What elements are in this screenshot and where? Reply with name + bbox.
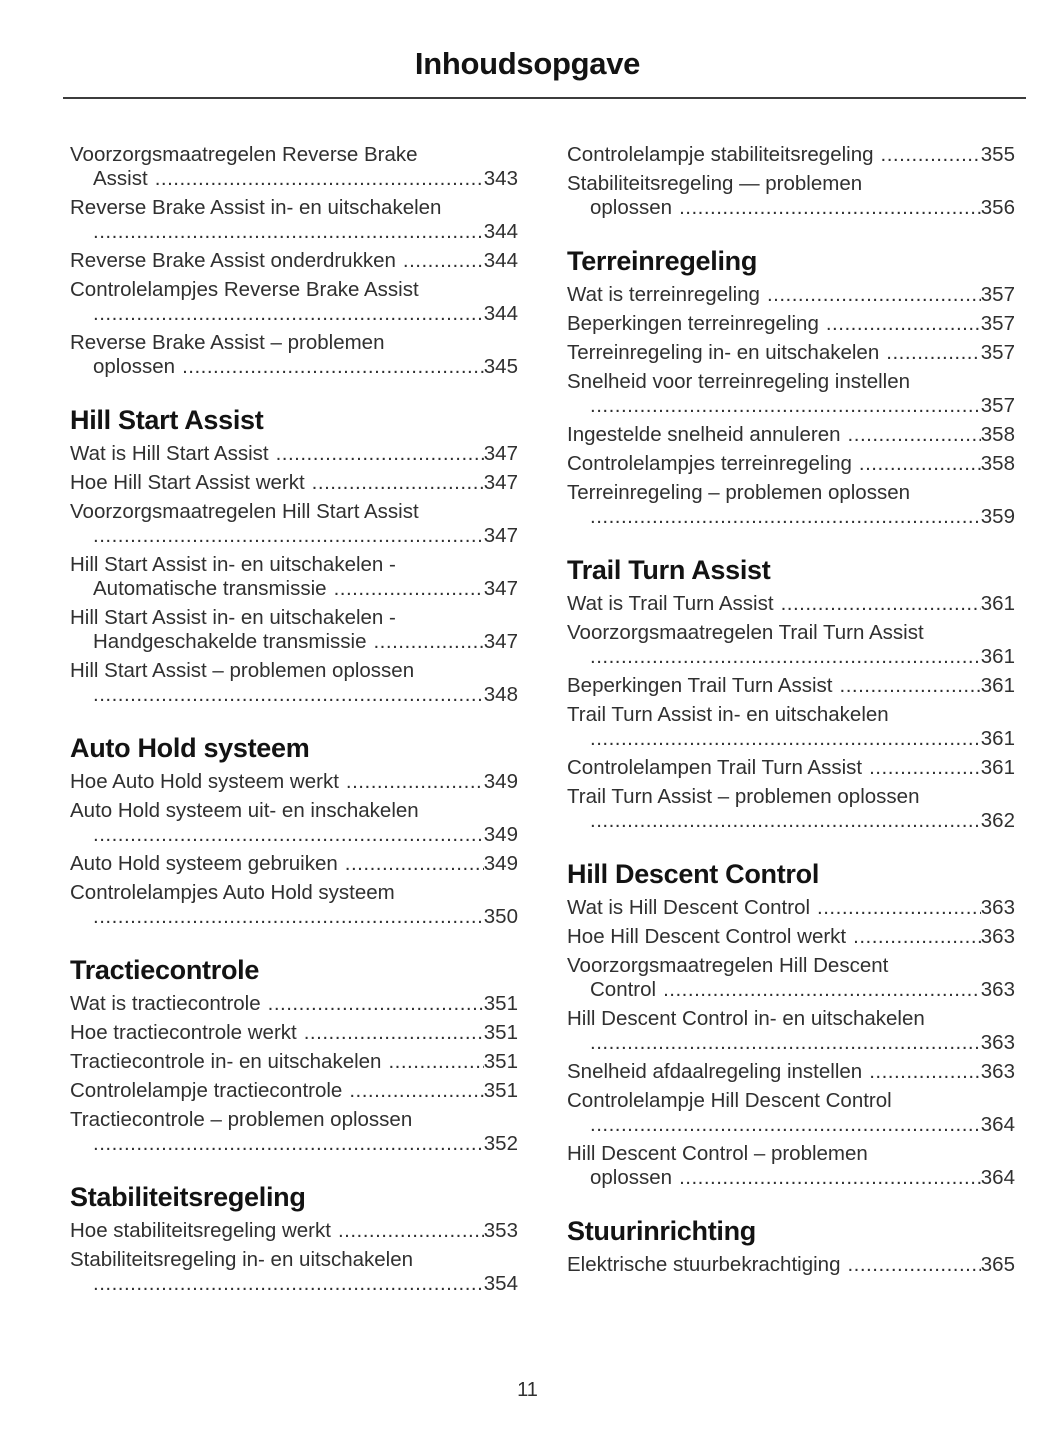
dot-leader — [403, 249, 484, 273]
toc-entry-line — [567, 703, 1015, 727]
toc-page-number: 345 — [483, 355, 518, 378]
toc-entry-text: Controlelampen Trail Turn Assist — [567, 756, 863, 779]
toc-entry-text: Wat is Trail Turn Assist — [567, 592, 774, 615]
dot-leader — [346, 770, 484, 794]
toc-page-number: 354 — [483, 1272, 518, 1295]
toc-entry-line — [70, 196, 518, 220]
toc-entry-line — [567, 1089, 1015, 1113]
toc-entry-line — [70, 630, 518, 654]
toc-entry-line — [70, 249, 518, 273]
toc-entry — [70, 1050, 518, 1074]
toc-entry-text: Hill Descent Control in- en uitschakelen — [567, 1007, 925, 1030]
toc-entry-line — [567, 896, 1015, 920]
toc-entry-text: Voorzorgsmaatregelen Trail Turn Assist — [567, 621, 924, 644]
toc-entry-text: Terreinregeling – problemen oplossen — [567, 481, 911, 504]
toc-entry-line — [567, 1142, 1015, 1166]
toc-entry-line — [567, 312, 1015, 336]
section-heading: Terreinregeling — [567, 246, 758, 276]
toc-entry — [567, 423, 1015, 447]
toc-entry — [70, 1079, 518, 1103]
toc-entry-line — [70, 167, 518, 191]
toc-entry-text: Wat is Hill Start Assist — [70, 442, 269, 465]
toc-entry-text: Elektrische stuurbekrachtiging — [567, 1253, 841, 1276]
toc-entry-line — [70, 1050, 518, 1074]
toc-entry — [70, 992, 518, 1016]
toc-columns — [70, 143, 1014, 1301]
toc-entry — [567, 1142, 1015, 1190]
dot-leader — [767, 283, 981, 307]
toc-page-number: 363 — [980, 896, 1015, 919]
toc-entry — [567, 703, 1015, 751]
toc-entry-line — [70, 992, 518, 1016]
dot-leader — [590, 1031, 981, 1055]
toc-entry — [567, 370, 1015, 418]
toc-entry-text: Trail Turn Assist in- en uitschakelen — [567, 703, 889, 726]
toc-page-number: 349 — [483, 852, 518, 875]
toc-entry-line — [567, 1060, 1015, 1084]
toc-entry — [567, 143, 1015, 167]
dot-leader — [848, 423, 981, 447]
toc-entry-line — [567, 785, 1015, 809]
toc-entry-text: Terreinregeling in- en uitschakelen — [567, 341, 880, 364]
dot-leader — [334, 577, 484, 601]
toc-page-number: 349 — [483, 770, 518, 793]
toc-entry — [70, 659, 518, 707]
dot-leader — [268, 992, 484, 1016]
toc-column-left — [70, 143, 518, 1301]
toc-page-number: 362 — [980, 809, 1015, 832]
toc-entry-line — [567, 621, 1015, 645]
toc-entry-line — [70, 577, 518, 601]
toc-page-number: 363 — [980, 925, 1015, 948]
toc-page-number: 365 — [980, 1253, 1015, 1276]
toc-entry — [567, 896, 1015, 920]
toc-entry — [70, 471, 518, 495]
toc-entry-text: oplossen — [590, 1166, 673, 1189]
toc-page-number: 347 — [483, 442, 518, 465]
toc-entry — [70, 331, 518, 379]
toc-page-number: 347 — [483, 471, 518, 494]
toc-entry-text: Hoe stabiliteitsregeling werkt — [70, 1219, 331, 1242]
dot-leader — [590, 1113, 981, 1137]
toc-entry-text: Voorzorgsmaatregelen Hill Start Assist — [70, 500, 419, 523]
toc-entry-text: Controlelampje tractiecontrole — [70, 1079, 343, 1102]
dot-leader — [93, 1132, 484, 1156]
toc-entry-line — [70, 799, 518, 823]
toc-page-number: 351 — [483, 992, 518, 1015]
toc-entry — [567, 452, 1015, 476]
dot-leader — [859, 452, 981, 476]
toc-entry-line — [567, 1031, 1015, 1055]
dot-leader — [663, 978, 981, 1002]
toc-entry-line — [567, 925, 1015, 949]
dot-leader — [182, 355, 484, 379]
dot-leader — [93, 220, 484, 244]
toc-page-number: 351 — [483, 1050, 518, 1073]
toc-page-number: 357 — [980, 341, 1015, 364]
toc-entry — [70, 196, 518, 244]
toc-page-number: 356 — [980, 196, 1015, 219]
toc-page-number: 363 — [980, 1060, 1015, 1083]
toc-page-number: 343 — [483, 167, 518, 190]
toc-entry-line — [70, 770, 518, 794]
toc-entry-line — [567, 452, 1015, 476]
toc-entry-line — [567, 954, 1015, 978]
toc-entry-line — [70, 331, 518, 355]
dot-leader — [93, 683, 484, 707]
toc-entry-line — [70, 852, 518, 876]
toc-page-number: 348 — [483, 683, 518, 706]
toc-page-number: 361 — [980, 727, 1015, 750]
dot-leader — [93, 524, 484, 548]
toc-entry — [567, 756, 1015, 780]
toc-page-number: 347 — [483, 577, 518, 600]
toc-entry — [567, 1253, 1015, 1277]
toc-entry-line — [70, 471, 518, 495]
toc-entry-text: Hoe Hill Start Assist werkt — [70, 471, 305, 494]
toc-entry-line — [70, 905, 518, 929]
toc-entry-text: Auto Hold systeem uit- en inschakelen — [70, 799, 419, 822]
toc-entry-text: Controlelampjes terreinregeling — [567, 452, 852, 475]
title-divider — [63, 97, 1026, 99]
toc-entry-text: Controlelampje stabiliteitsregeling — [567, 143, 874, 166]
toc-entry-line — [567, 196, 1015, 220]
dot-leader — [338, 1219, 484, 1243]
toc-entry-line — [70, 1079, 518, 1103]
toc-entry-line — [567, 423, 1015, 447]
toc-entry-text: Wat is Hill Descent Control — [567, 896, 811, 919]
toc-page-number: 363 — [980, 1031, 1015, 1054]
toc-entry — [567, 954, 1015, 1002]
toc-entry-text: Controlelampjes Auto Hold systeem — [70, 881, 395, 904]
toc-page-number: 361 — [980, 756, 1015, 779]
dot-leader — [388, 1050, 483, 1074]
folio-page-number: 11 — [517, 1379, 538, 1401]
toc-entry-line — [567, 370, 1015, 394]
toc-page-number: 364 — [980, 1113, 1015, 1136]
toc-entry-line — [70, 1021, 518, 1045]
toc-entry-line — [567, 1007, 1015, 1031]
toc-entry-line — [567, 756, 1015, 780]
toc-entry — [70, 249, 518, 273]
dot-leader — [847, 1253, 980, 1277]
toc-entry-line — [567, 1253, 1015, 1277]
toc-entry-line — [567, 727, 1015, 751]
toc-entry-line — [70, 1108, 518, 1132]
toc-entry-line — [567, 505, 1015, 529]
toc-entry-line — [70, 823, 518, 847]
dot-leader — [826, 312, 981, 336]
toc-entry-text: Hoe tractiecontrole werkt — [70, 1021, 297, 1044]
toc-entry-line — [567, 172, 1015, 196]
dot-leader — [93, 302, 484, 326]
section-heading: Hill Start Assist — [70, 405, 264, 435]
dot-leader — [304, 1021, 484, 1045]
toc-entry — [567, 1007, 1015, 1055]
toc-entry-line — [70, 500, 518, 524]
dot-leader — [155, 167, 484, 191]
toc-entry-text: Snelheid voor terreinregeling instellen — [567, 370, 911, 393]
dot-leader — [869, 756, 981, 780]
toc-entry-line — [70, 143, 518, 167]
toc-page-number: 344 — [483, 249, 518, 272]
toc-page-number: 351 — [483, 1021, 518, 1044]
toc-page-number: 358 — [980, 423, 1015, 446]
toc-entry — [567, 481, 1015, 529]
toc-entry-text: Trail Turn Assist – problemen oplossen — [567, 785, 920, 808]
toc-entry-text: Handgeschakelde transmissie — [93, 630, 367, 653]
dot-leader — [590, 809, 981, 833]
toc-entry — [567, 621, 1015, 669]
toc-page-number: 357 — [980, 283, 1015, 306]
toc-entry-line — [567, 978, 1015, 1002]
toc-entry-text: Hill Start Assist in- en uitschakelen - — [70, 553, 396, 576]
toc-page-number: 350 — [483, 905, 518, 928]
toc-entry-text: Hill Descent Control – problemen — [567, 1142, 868, 1165]
toc-entry — [70, 553, 518, 601]
toc-entry — [70, 1248, 518, 1296]
dot-leader — [853, 925, 981, 949]
toc-entry — [70, 278, 518, 326]
toc-entry — [70, 1219, 518, 1243]
dot-leader — [881, 143, 981, 167]
toc-entry — [567, 1089, 1015, 1137]
toc-entry — [567, 925, 1015, 949]
toc-entry-text: Beperkingen terreinregeling — [567, 312, 819, 335]
toc-entry-line — [70, 881, 518, 905]
toc-page-number: 352 — [483, 1132, 518, 1155]
toc-page-number: 351 — [483, 1079, 518, 1102]
toc-entry — [70, 500, 518, 548]
toc-entry — [70, 770, 518, 794]
dot-leader — [590, 645, 981, 669]
toc-entry-line — [567, 283, 1015, 307]
toc-entry-text: Controlelampje Hill Descent Control — [567, 1089, 892, 1112]
toc-entry-text: Assist — [93, 167, 148, 190]
toc-page-number: 344 — [483, 302, 518, 325]
dot-leader — [312, 471, 484, 495]
toc-entry — [567, 172, 1015, 220]
toc-entry-text: Stabiliteitsregeling — problemen — [567, 172, 863, 195]
toc-entry — [70, 881, 518, 929]
toc-entry — [70, 799, 518, 847]
toc-page-number: 361 — [980, 645, 1015, 668]
toc-entry-text: Wat is terreinregeling — [567, 283, 760, 306]
dot-leader — [869, 1060, 981, 1084]
toc-entry-text: Automatische transmissie — [93, 577, 327, 600]
toc-entry-line — [70, 553, 518, 577]
toc-entry — [567, 592, 1015, 616]
toc-column-right — [567, 143, 1015, 1282]
page-title: Inhoudsopgave — [414, 46, 641, 81]
toc-entry-line — [70, 683, 518, 707]
toc-entry-text: Tractiecontrole – problemen oplossen — [70, 1108, 413, 1131]
dot-leader — [349, 1079, 483, 1103]
toc-entry-text: Stabiliteitsregeling in- en uitschakelen — [70, 1248, 414, 1271]
section-heading: Stuurinrichting — [567, 1216, 756, 1246]
toc-page-number: 361 — [980, 674, 1015, 697]
toc-entry-line — [567, 394, 1015, 418]
toc-entry — [70, 1021, 518, 1045]
dot-leader — [817, 896, 981, 920]
toc-entry — [70, 606, 518, 654]
toc-entry-text: Reverse Brake Assist onderdrukken — [70, 249, 396, 272]
toc-entry-text: Wat is tractiecontrole — [70, 992, 261, 1015]
toc-page-number: 363 — [980, 978, 1015, 1001]
toc-page-number: 357 — [980, 394, 1015, 417]
dot-leader — [840, 674, 981, 698]
section-heading: Hill Descent Control — [567, 859, 820, 889]
section-heading: Trail Turn Assist — [567, 555, 771, 585]
dot-leader — [93, 905, 484, 929]
toc-entry-text: Controlelampjes Reverse Brake Assist — [70, 278, 419, 301]
toc-entry-line — [567, 481, 1015, 505]
toc-entry-text: Voorzorgsmaatregelen Hill Descent — [567, 954, 889, 977]
toc-entry-text: Snelheid afdaalregeling instellen — [567, 1060, 863, 1083]
dot-leader — [590, 727, 981, 751]
toc-page-number: 358 — [980, 452, 1015, 475]
toc-entry-text: Hoe Auto Hold systeem werkt — [70, 770, 339, 793]
toc-page-number: 344 — [483, 220, 518, 243]
toc-entry — [567, 1060, 1015, 1084]
toc-page-number: 349 — [483, 823, 518, 846]
toc-entry-text: Tractiecontrole in- en uitschakelen — [70, 1050, 382, 1073]
dot-leader — [276, 442, 484, 466]
toc-entry-text: Hill Start Assist in- en uitschakelen - — [70, 606, 396, 629]
toc-entry-text: Beperkingen Trail Turn Assist — [567, 674, 833, 697]
toc-entry-line — [70, 1248, 518, 1272]
toc-page-number: 359 — [980, 505, 1015, 528]
toc-entry-line — [70, 606, 518, 630]
toc-entry-text: Reverse Brake Assist in- en uitschakelen — [70, 196, 442, 219]
dot-leader — [590, 394, 981, 418]
section-heading: Auto Hold systeem — [70, 733, 310, 763]
toc-entry-text: Voorzorgsmaatregelen Reverse Brake — [70, 143, 418, 166]
toc-entry — [567, 312, 1015, 336]
toc-entry-line — [70, 442, 518, 466]
toc-page-number: 347 — [483, 630, 518, 653]
toc-entry — [567, 341, 1015, 365]
dot-leader — [781, 592, 981, 616]
toc-page-number: 347 — [483, 524, 518, 547]
toc-entry-line — [70, 302, 518, 326]
toc-page-number: 357 — [980, 312, 1015, 335]
toc-entry-text: Hill Start Assist – problemen oplossen — [70, 659, 415, 682]
toc-entry-line — [70, 524, 518, 548]
toc-entry-line — [567, 1166, 1015, 1190]
toc-entry-line — [567, 645, 1015, 669]
toc-entry — [70, 852, 518, 876]
toc-entry-text: Control — [590, 978, 657, 1001]
toc-page-number: 355 — [980, 143, 1015, 166]
section-heading: Stabiliteitsregeling — [70, 1182, 306, 1212]
toc-page-number: 364 — [980, 1166, 1015, 1189]
toc-entry — [70, 1108, 518, 1156]
toc-page-number: 353 — [483, 1219, 518, 1242]
toc-entry-text: Ingestelde snelheid annuleren — [567, 423, 841, 446]
dot-leader — [373, 630, 483, 654]
toc-entry-text: Reverse Brake Assist – problemen — [70, 331, 385, 354]
toc-entry-line — [70, 278, 518, 302]
toc-entry-line — [70, 1132, 518, 1156]
toc-entry-line — [70, 1272, 518, 1296]
dot-leader — [886, 341, 981, 365]
toc-entry — [567, 283, 1015, 307]
toc-entry-text: Auto Hold systeem gebruiken — [70, 852, 338, 875]
toc-entry-line — [70, 1219, 518, 1243]
toc-entry-text: oplossen — [93, 355, 176, 378]
toc-entry-text: Hoe Hill Descent Control werkt — [567, 925, 847, 948]
dot-leader — [93, 823, 484, 847]
toc-entry-line — [70, 355, 518, 379]
toc-entry-line — [567, 674, 1015, 698]
toc-entry-line — [70, 659, 518, 683]
toc-entry-text: oplossen — [590, 196, 673, 219]
toc-entry-line — [567, 809, 1015, 833]
dot-leader — [679, 196, 981, 220]
dot-leader — [679, 1166, 981, 1190]
toc-entry-line — [70, 220, 518, 244]
toc-entry — [567, 674, 1015, 698]
toc-entry-line — [567, 143, 1015, 167]
dot-leader — [93, 1272, 484, 1296]
toc-entry-line — [567, 341, 1015, 365]
toc-entry-line — [567, 592, 1015, 616]
section-heading: Tractiecontrole — [70, 955, 260, 985]
dot-leader — [590, 505, 981, 529]
toc-entry-line — [567, 1113, 1015, 1137]
toc-entry — [70, 442, 518, 466]
dot-leader — [345, 852, 484, 876]
toc-entry — [70, 143, 518, 191]
toc-page-number: 361 — [980, 592, 1015, 615]
toc-entry — [567, 785, 1015, 833]
